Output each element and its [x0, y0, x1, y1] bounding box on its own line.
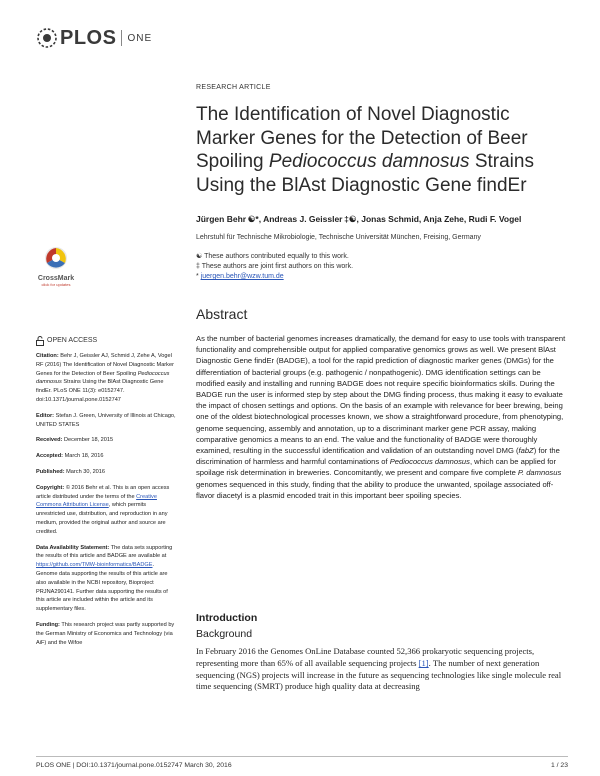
author-notes: [196, 252, 353, 282]
author-list: Jürgen Behr ☯*, Andreas J. Geissler ‡☯, Jonas Schmid, Anja Zehe, Rudi F. Vogel: [196, 214, 522, 224]
citation-label: Citation:: [36, 353, 59, 359]
abstract-text-1: As the number of bacterial genomes increases dramatically, the demand for easy to use tools with transparent functionality and comprehensible output for applied comparative genomics grows as well. We present BlAst Diagnostic Gene findEr (BADGE), a tool for the rapid prediction of diagnostic marker genes (DMGs) for the differentiation of bacterial groups (e.g. pathogenic / nonpathogenic). DMG identification settings can be modified easily and installing and running BADGE does not require specific bioinformatics skills. During the BADGE run the user is informed step by step about the DMG finding process, thus making it easy to evaluate the impact of chosen settings and options. On the basis of an example with relevance for beer brewing, being one of the oldest biotechnological processes known, we show a straightforward procedure, from phenotyping, genome sequencing, assembly and annotation, up to a discriminant marker gene PCR assay, making comparative genomics a means to an end. The value and the functionality of BADGE were thoroughly examined, resulting in the successful identification and validation of an outstanding novel DMG (: [196, 334, 566, 456]
affiliation: Lehrstuhl für Technische Mikrobiologie, Technische Universität München, Freising, Germany: [196, 234, 481, 241]
published-date: March 30, 2016: [64, 468, 106, 475]
abstract-species-2: P. damnosus: [517, 468, 562, 478]
footer-divider: [36, 756, 568, 757]
data-availability-text: The data sets supporting the results of this article and BADGE are available at: [36, 544, 173, 560]
editor-label: Editor:: [36, 412, 55, 419]
copyright-text-end: , which permits unrestricted use, distribution, and reproduction in any medium, provided the original author and source are credited.: [36, 502, 168, 535]
logo-divider: [121, 30, 122, 46]
abstract-text-4: genomes sequenced in this study, finding that the ability to produce the unwanted, spoilage associated off-flavor diacetyl is a plasmid encoded trait in this important beer spoiling species.: [196, 479, 554, 500]
funding-label: Funding:: [36, 621, 60, 628]
citation-text: Behr J, Geissler AJ, Schmid J, Zehe A, Vogel RF (2016) The Identification of Novel Diagnostic Marker Genes for the Detection of Beer Spoiling: [36, 353, 174, 377]
intro-text-2: . The number of next generation sequencing (NGS) projects will increase in the future as sequencing technologies like single molecule real time sequencing (SMRT) produce high quality data at decreasing: [196, 657, 562, 692]
abstract-species-1: Pediococcus damnosus: [389, 457, 470, 467]
license-link[interactable]: Creative Commons Attribution License: [36, 493, 157, 509]
received-block: [36, 436, 176, 445]
logo-journal-text: ONE: [127, 32, 153, 44]
funding-text: This research project was partly supported by the German Ministry of Economics and Technology (via AiF) and the Wifoe: [36, 621, 175, 646]
article-sidebar: [36, 336, 176, 654]
abstract-gene-name: fabZ: [518, 446, 534, 456]
background-subheading: Background: [196, 628, 253, 640]
data-availability-block: [36, 544, 176, 614]
note-joint-first: ‡ These authors are joint first authors on this work.: [196, 263, 354, 270]
crossmark-badge[interactable]: [36, 246, 76, 287]
citation-block: [36, 352, 176, 405]
accepted-label: Accepted:: [36, 453, 64, 460]
intro-text-1: In February 2016 the Genomes OnLine Database counted 52,366 prokaryotic sequencing projects, representing more than 65% of all available sequencing projects: [196, 646, 535, 668]
introduction-body: [196, 646, 568, 693]
editor-text: Stefan J. Green, University of Illinois at Chicago, UNITED STATES: [36, 412, 176, 428]
data-availability-text-end: . Genome data supporting the results of this article are also available in the NCBI repository, Bioproject PRJNA290141. Further data supporting the results of this article are included within the article and its supplementary files.: [36, 562, 168, 613]
received-date: December 18, 2015: [62, 437, 114, 444]
open-access-badge: [36, 336, 176, 346]
accepted-block: [36, 452, 176, 461]
copyright-block: [36, 484, 176, 537]
title-part-1: The Identification of Novel Diagnostic Marker Genes for the Detection of Beer Spoiling: [196, 104, 528, 172]
footer-citation: PLOS ONE | DOI:10.1371/journal.pone.0152747 March 30, 2016: [36, 762, 232, 769]
funding-block: [36, 621, 176, 647]
plos-logo-icon: [36, 27, 58, 49]
copyright-text: © 2016 Behr et al. This is an open access article distributed under the terms of the: [36, 484, 170, 500]
received-label: Received:: [36, 437, 63, 444]
abstract-heading: Abstract: [196, 306, 248, 322]
crossmark-title: CrossMark: [37, 275, 75, 282]
logo-plos-text: PLOS: [60, 26, 117, 49]
open-access-label: OPEN ACCESS: [47, 336, 98, 344]
abstract-body: [196, 333, 568, 501]
published-block: [36, 468, 176, 477]
citation-text-end: Strains Using the BlAst Diagnostic Gene findEr. PLoS ONE 11(3): e0152747. doi:10.1371/journal.pone.0152747: [36, 379, 164, 403]
crossmark-icon: [43, 246, 69, 270]
accepted-date: March 18, 2016: [63, 453, 104, 460]
introduction-heading: Introduction: [196, 612, 258, 624]
reference-link[interactable]: [1]: [418, 657, 429, 668]
article-title: [196, 103, 566, 197]
crossmark-subtitle: click for updates: [41, 282, 71, 287]
title-italic: Pediococcus damnosus: [268, 151, 470, 172]
editor-block: [36, 412, 176, 430]
data-availability-label: Data Availability Statement:: [36, 544, 110, 551]
article-type: RESEARCH ARTICLE: [196, 84, 271, 91]
abstract-text-2: ) for the discrimination of harmless and harmful contaminations of: [196, 446, 560, 467]
corresponding-email-link[interactable]: juergen.behr@wzw.tum.de: [200, 273, 284, 280]
journal-logo: [36, 26, 152, 50]
published-label: Published:: [36, 468, 65, 475]
title-part-2: Strains Using the BlAst Diagnostic Gene findEr: [196, 151, 534, 196]
open-lock-icon: [36, 336, 44, 346]
citation-species: Pediococcus damnosus: [36, 370, 170, 386]
copyright-label: Copyright:: [36, 484, 65, 491]
github-link[interactable]: https://github.com/TMW-bioinformatics/BADGE: [36, 562, 153, 569]
note-email-row: * juergen.behr@wzw.tum.de: [196, 273, 284, 280]
note-equal-contribution: ☯ These authors contributed equally to this work.: [196, 253, 349, 260]
abstract-text-3: , which can be applied for spoilage risk determination in breweries. Concomitantly, we present and compare five complete: [196, 457, 557, 478]
page-number: 1 / 23: [550, 762, 568, 769]
